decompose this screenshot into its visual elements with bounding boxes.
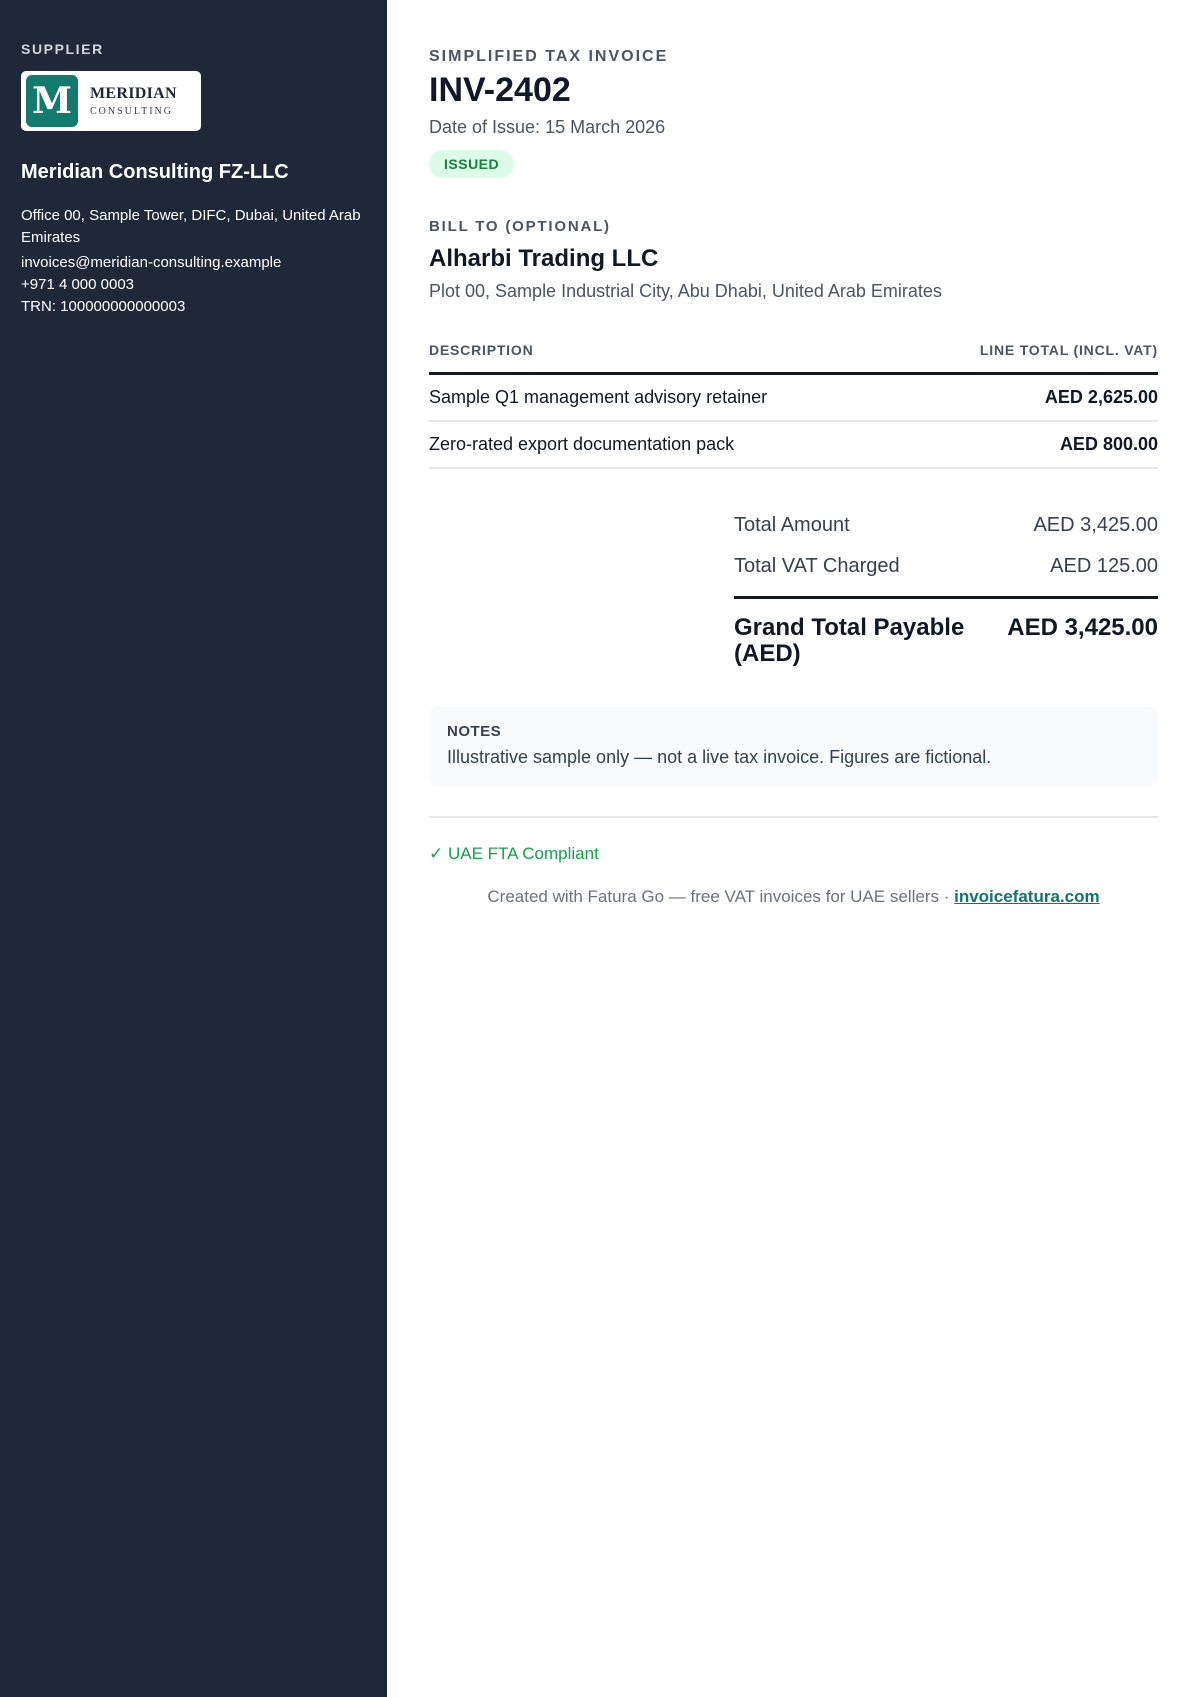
footer-divider — [429, 816, 1158, 818]
item-line-total: AED 800.00 — [1059, 434, 1158, 454]
supplier-address: Office 00, Sample Tower, DIFC, Dubai, United Arab Emirates — [21, 207, 361, 246]
total-amount-label: Total Amount — [734, 514, 850, 536]
bill-to-name: Alharbi Trading LLC — [429, 245, 659, 272]
grand-total-label: Grand Total Payable (AED) — [734, 614, 965, 667]
grand-total-row — [734, 615, 1158, 667]
total-amount-row — [734, 514, 1158, 555]
compliance-badge: ✓ UAE FTA Compliant — [429, 844, 599, 863]
supplier-phone: +971 4 000 0003 — [21, 276, 135, 293]
totals-block — [734, 514, 1158, 667]
item-line-total: AED 2,625.00 — [1044, 387, 1158, 407]
supplier-name: Meridian Consulting FZ-LLC — [21, 161, 289, 183]
table-row — [429, 422, 1158, 469]
notes-text: Illustrative sample only — not a live tax invoice. Figures are fictional. — [447, 747, 992, 767]
vat-row — [734, 555, 1158, 596]
grand-total-value: AED 3,425.00 — [1007, 614, 1158, 641]
supplier-trn: TRN: 100000000000003 — [21, 298, 186, 315]
invoice-main — [429, 0, 1158, 907]
column-header-description: DESCRIPTION — [429, 342, 534, 358]
logo-mark-icon: M — [26, 75, 78, 127]
invoice-number: INV-2402 — [429, 71, 571, 109]
logo-wordmark — [90, 85, 177, 117]
supplier-email[interactable]: invoices@meridian-consulting.example — [21, 254, 282, 271]
footer-link[interactable]: invoicefatura.com — [954, 887, 1100, 906]
column-header-line-total: LINE TOTAL (INCL. VAT) — [979, 342, 1158, 358]
bill-to-eyebrow: BILL TO (OPTIONAL) — [429, 218, 611, 235]
table-row — [429, 375, 1158, 422]
item-description: Zero-rated export documentation pack — [429, 434, 735, 454]
logo-name: MERIDIAN — [90, 85, 177, 102]
notes-title: NOTES — [447, 723, 502, 740]
item-description: Sample Q1 management advisory retainer — [429, 387, 768, 407]
issue-date: Date of Issue: 15 March 2026 — [429, 117, 666, 137]
bill-to-address: Plot 00, Sample Industrial City, Abu Dhabi, United Arab Emirates — [429, 281, 942, 301]
supplier-logo — [21, 71, 201, 131]
logo-subtitle: CONSULTING — [90, 106, 173, 117]
vat-label: Total VAT Charged — [734, 555, 900, 577]
vat-value: AED 125.00 — [1050, 555, 1158, 577]
items-table-header — [429, 342, 1158, 375]
footer-created-text: Created with Fatura Go — free VAT invoices for UAE sellers · — [487, 887, 955, 906]
status-badge: ISSUED — [429, 150, 514, 178]
document-type: SIMPLIFIED TAX INVOICE — [429, 48, 669, 65]
supplier-sidebar — [0, 0, 387, 1697]
notes-box — [429, 707, 1158, 786]
supplier-eyebrow: SUPPLIER — [21, 41, 104, 57]
totals-divider — [734, 596, 1158, 599]
total-amount-value: AED 3,425.00 — [1033, 514, 1158, 536]
footer-credit — [429, 887, 1158, 907]
